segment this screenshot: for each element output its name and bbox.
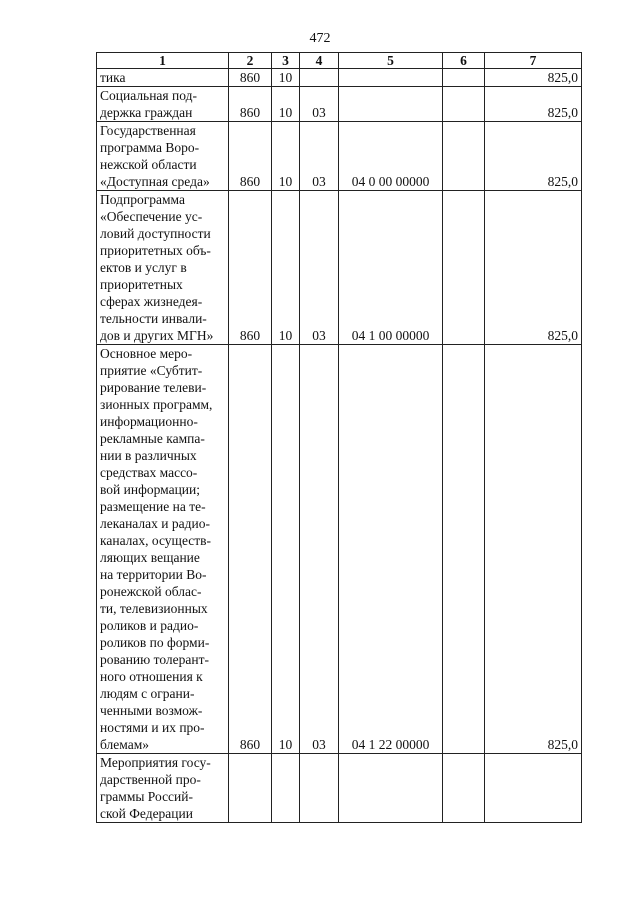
- budget-table: [96, 52, 582, 823]
- row-code-target: [339, 754, 443, 823]
- description-line: на территории Во-: [100, 567, 207, 582]
- table-row: [97, 754, 582, 823]
- row-code-admin: 860: [229, 191, 272, 345]
- row-amount: 825,0: [485, 345, 582, 754]
- row-code-section: 10: [272, 122, 300, 191]
- description-line: ченными возмож-: [100, 703, 203, 718]
- table-row: [97, 87, 582, 122]
- description-line: Государственная: [100, 123, 196, 138]
- row-amount: 825,0: [485, 69, 582, 87]
- row-code-target: 04 1 00 00000: [339, 191, 443, 345]
- description-line: нии в различных: [100, 448, 197, 463]
- description-line: Подпрограмма: [100, 192, 185, 207]
- description-line: программа Воро-: [100, 140, 200, 155]
- row-description: [97, 69, 229, 87]
- description-line: информационно-: [100, 414, 198, 429]
- description-line: «Обеспечение ус-: [100, 209, 203, 224]
- description-line: приоритетных: [100, 277, 183, 292]
- row-amount: 825,0: [485, 122, 582, 191]
- description-line: людям с ограни-: [100, 686, 195, 701]
- description-line: роликов и радио-: [100, 618, 199, 633]
- description-line: ного отношения к: [100, 669, 203, 684]
- row-code-section: 10: [272, 191, 300, 345]
- row-code-admin: 860: [229, 345, 272, 754]
- description-line: тика: [100, 70, 126, 85]
- row-description: [97, 87, 229, 122]
- description-line: приятие «Субтит-: [100, 363, 203, 378]
- description-line: блемам»: [100, 737, 149, 752]
- row-code-expense-type: [443, 122, 485, 191]
- row-code-target: [339, 87, 443, 122]
- description-line: приоритетных объ-: [100, 243, 211, 258]
- row-code-target: [339, 69, 443, 87]
- description-line: ской Федерации: [100, 806, 193, 821]
- row-amount: 825,0: [485, 191, 582, 345]
- description-line: «Доступная среда»: [100, 174, 210, 189]
- header-cell-7: 7: [485, 53, 582, 69]
- description-line: роликов по форми-: [100, 635, 210, 650]
- description-line: ляющих вещание: [100, 550, 200, 565]
- header-cell-5: 5: [339, 53, 443, 69]
- row-description: [97, 191, 229, 345]
- description-line: леканалах и радио-: [100, 516, 210, 531]
- row-code-expense-type: [443, 69, 485, 87]
- description-line: средствах массо-: [100, 465, 198, 480]
- row-code-target: 04 1 22 00000: [339, 345, 443, 754]
- header-row: [97, 53, 582, 69]
- description-line: Основное меро-: [100, 346, 193, 361]
- description-line: держка граждан: [100, 105, 193, 120]
- row-code-admin: 860: [229, 122, 272, 191]
- description-line: ностями и их про-: [100, 720, 205, 735]
- row-code-admin: 860: [229, 69, 272, 87]
- description-line: ронежской облас-: [100, 584, 202, 599]
- row-code-subsection: [300, 69, 339, 87]
- row-code-section: [272, 754, 300, 823]
- table-row: [97, 191, 582, 345]
- row-code-section: 10: [272, 87, 300, 122]
- row-code-section: 10: [272, 69, 300, 87]
- table-row: [97, 122, 582, 191]
- description-line: рекламные кампа-: [100, 431, 205, 446]
- row-amount: 825,0: [485, 87, 582, 122]
- header-cell-3: 3: [272, 53, 300, 69]
- row-description: [97, 754, 229, 823]
- description-line: Социальная под-: [100, 88, 197, 103]
- row-code-admin: [229, 754, 272, 823]
- header-cell-2: 2: [229, 53, 272, 69]
- row-code-expense-type: [443, 191, 485, 345]
- row-description: [97, 122, 229, 191]
- description-line: ти, телевизионных: [100, 601, 208, 616]
- description-line: сферах жизнедея-: [100, 294, 203, 309]
- row-code-section: 10: [272, 345, 300, 754]
- description-line: дов и других МГН»: [100, 328, 214, 343]
- description-line: рованию толерант-: [100, 652, 209, 667]
- row-code-admin: 860: [229, 87, 272, 122]
- description-line: тельности инвали-: [100, 311, 207, 326]
- description-line: дарственной про-: [100, 772, 201, 787]
- description-line: граммы Россий-: [100, 789, 193, 804]
- description-line: ектов и услуг в: [100, 260, 187, 275]
- row-code-expense-type: [443, 345, 485, 754]
- header-cell-1: 1: [97, 53, 229, 69]
- row-code-subsection: [300, 754, 339, 823]
- row-code-subsection: 03: [300, 191, 339, 345]
- description-line: зионных программ,: [100, 397, 213, 412]
- description-line: рирование телеви-: [100, 380, 207, 395]
- row-code-target: 04 0 00 00000: [339, 122, 443, 191]
- row-description: [97, 345, 229, 754]
- description-line: Мероприятия госу-: [100, 755, 211, 770]
- row-code-subsection: 03: [300, 87, 339, 122]
- row-code-expense-type: [443, 87, 485, 122]
- row-code-subsection: 03: [300, 122, 339, 191]
- header-cell-6: 6: [443, 53, 485, 69]
- description-line: каналах, осуществ-: [100, 533, 212, 548]
- table-row: [97, 69, 582, 87]
- row-code-subsection: 03: [300, 345, 339, 754]
- table-row: [97, 345, 582, 754]
- header-cell-4: 4: [300, 53, 339, 69]
- page-number: 472: [309, 31, 331, 46]
- description-line: ловий доступности: [100, 226, 211, 241]
- description-line: вой информации;: [100, 482, 200, 497]
- description-line: нежской области: [100, 157, 197, 172]
- description-line: размещение на те-: [100, 499, 206, 514]
- row-code-expense-type: [443, 754, 485, 823]
- row-amount: [485, 754, 582, 823]
